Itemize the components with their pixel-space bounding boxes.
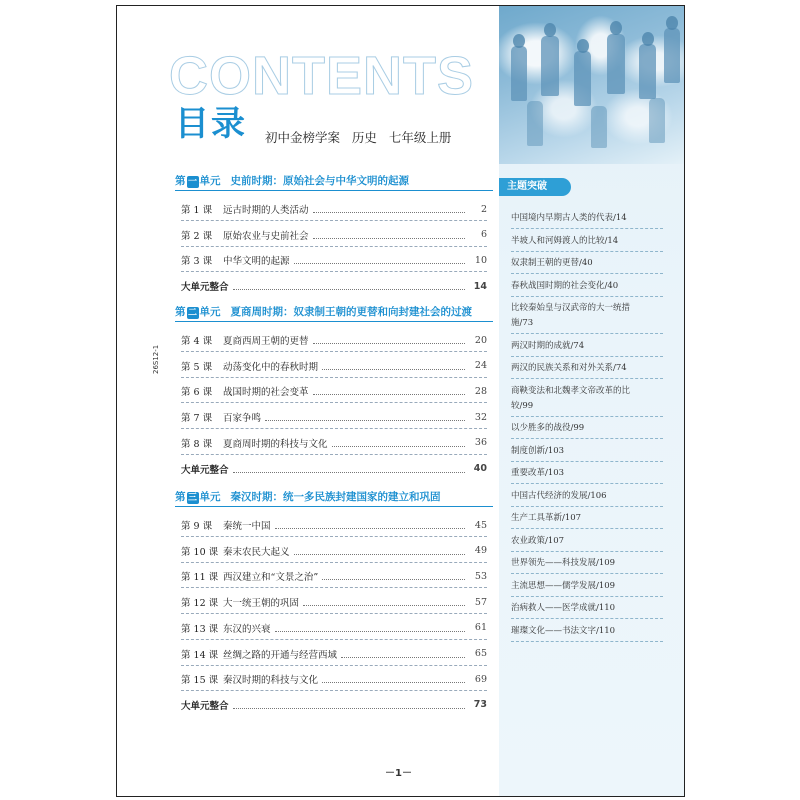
lesson-divider [181, 536, 487, 537]
lesson-entry[interactable] [181, 595, 487, 609]
lesson-divider [181, 562, 487, 563]
lesson-entry[interactable] [181, 359, 487, 373]
topic-divider [511, 551, 663, 552]
lesson-number: 第 8 课 [181, 438, 213, 450]
leader-dots [265, 413, 465, 421]
topic-item[interactable]: 主流思想——儒学发展/109 [511, 580, 616, 591]
topic-item[interactable]: 中国境内早期古人类的代表/14 [511, 213, 627, 223]
lesson-number: 第 4 课 [181, 336, 213, 347]
review-title: 大单元整合 [181, 464, 229, 476]
page-ref: 20 [474, 334, 487, 346]
lesson-title: 百家争鸣 [223, 413, 262, 425]
lesson-number: 第 12 课 [181, 598, 219, 610]
unit-review-entry[interactable] [181, 698, 487, 712]
topic-item[interactable]: 两汉时期的成就/74 [511, 340, 585, 351]
page-ref: 28 [474, 385, 487, 397]
leader-dots [275, 624, 465, 632]
lesson-number: 第 6 课 [181, 387, 213, 399]
topic-item[interactable]: 治病救人——医学成就/110 [511, 603, 616, 613]
lesson-entry[interactable] [181, 647, 487, 661]
lesson-title: 动荡变化中的春秋时期 [223, 361, 319, 373]
topic-divider [511, 641, 663, 642]
page-ref: 69 [474, 673, 487, 685]
lesson-divider [181, 246, 487, 247]
unit-label-pre: 第 [175, 491, 186, 503]
leader-dots [294, 256, 465, 264]
unit-heading[interactable] [175, 304, 472, 319]
lesson-entry[interactable] [181, 569, 487, 583]
page-ref: 32 [474, 411, 487, 423]
topic-divider [511, 438, 663, 439]
leader-dots [332, 439, 465, 447]
lesson-title: 丝绸之路的开通与经营西域 [223, 649, 338, 661]
unit-number-badge: 三 [187, 493, 197, 503]
review-title: 大单元整合 [181, 700, 229, 712]
book-code: 26S12-1 [152, 344, 160, 374]
unit-label-pre: 第 [175, 306, 186, 318]
page-ref: 53 [474, 570, 487, 582]
topic-item[interactable]: 中国古代经济的发展/106 [511, 490, 607, 501]
lesson-title: 东汉的兴衰 [223, 623, 271, 635]
lesson-divider [181, 220, 487, 221]
topic-item[interactable]: 奴隶制王朝的更替/40 [511, 258, 593, 268]
contents-watermark: CONTENTS [169, 46, 474, 106]
lesson-divider [181, 454, 487, 455]
topic-divider [511, 416, 663, 417]
topic-divider [511, 528, 663, 529]
lesson-number: 第 11 课 [181, 572, 219, 584]
unit-title: 秦汉时期：统一多民族封建国家的建立和巩固 [230, 491, 441, 503]
review-title: 大单元整合 [181, 282, 229, 294]
unit-number-badge: 一 [187, 177, 197, 187]
lesson-title: 夏商西周王朝的更替 [223, 336, 309, 347]
lesson-divider [181, 428, 487, 429]
topic-divider [511, 273, 663, 274]
lesson-number: 第 5 课 [181, 361, 213, 373]
leader-dots [313, 336, 465, 344]
leader-dots [233, 282, 465, 290]
leader-dots [294, 547, 465, 555]
lesson-title: 远古时期的人类活动 [223, 205, 309, 216]
unit-divider [175, 506, 493, 507]
topic-divider [511, 251, 663, 252]
unit-label-post: 单元 [199, 491, 221, 503]
lesson-entry[interactable] [181, 384, 487, 398]
lesson-number: 第 13 课 [181, 623, 219, 635]
lesson-divider [181, 690, 487, 691]
lesson-divider [181, 639, 487, 640]
page-ref: 65 [474, 648, 487, 659]
leader-dots [322, 675, 465, 683]
terracotta-warriors-image [499, 6, 684, 164]
topic-divider [511, 296, 663, 297]
topic-divider [511, 506, 663, 507]
lesson-divider [181, 271, 487, 272]
lesson-entry[interactable] [181, 672, 487, 686]
lesson-number: 第 7 课 [181, 413, 213, 425]
topic-divider [511, 378, 663, 379]
topic-divider [511, 333, 663, 334]
lesson-entry[interactable] [181, 228, 487, 242]
unit-review-entry[interactable] [181, 462, 487, 476]
topic-divider [511, 228, 663, 229]
topic-item[interactable]: 璀璨文化——书法文字/110 [511, 625, 616, 636]
page-number: －1－ [385, 768, 412, 779]
page-ref: 36 [474, 437, 487, 449]
topic-item[interactable]: 制度创新/103 [511, 445, 565, 456]
lesson-number: 第 9 课 [181, 521, 213, 532]
page-ref: 10 [474, 254, 487, 266]
page-title: 目录 [175, 104, 247, 144]
topic-item[interactable]: 比较秦始皇与汉武帝的大一统措施/73 [511, 303, 631, 328]
topic-divider [511, 483, 663, 484]
lesson-number: 第 10 课 [181, 546, 219, 558]
lesson-title: 战国时期的社会变革 [223, 387, 309, 399]
topic-item[interactable]: 世界领先——科技发展/109 [511, 558, 616, 568]
page-ref: 2 [480, 203, 487, 215]
lesson-number: 第 1 课 [181, 205, 213, 216]
lesson-divider [181, 402, 487, 403]
unit-divider [175, 190, 493, 191]
page-subtitle: 初中金榜学案 历史 七年级上册 [265, 130, 452, 145]
leader-dots [233, 465, 465, 473]
lesson-divider [181, 613, 487, 614]
topic-item[interactable]: 重要改革/103 [511, 468, 565, 478]
leader-dots [313, 387, 465, 395]
theme-tab[interactable]: 主题突破 [499, 178, 571, 196]
lesson-divider [181, 351, 487, 352]
leader-dots [313, 205, 465, 213]
page-ref: 57 [474, 596, 487, 608]
leader-dots [322, 362, 465, 370]
lesson-entry[interactable] [181, 202, 487, 216]
lesson-title: 秦末农民大起义 [223, 546, 290, 558]
unit-title: 史前时期：原始社会与中华文明的起源 [230, 175, 409, 187]
leader-dots [275, 521, 465, 529]
topic-item[interactable]: 商鞅变法和北魏孝文帝改革的比较/99 [511, 385, 631, 411]
lesson-divider [181, 377, 487, 378]
unit-label-post: 单元 [199, 306, 221, 318]
unit-heading[interactable] [175, 489, 441, 504]
lesson-entry[interactable] [181, 621, 487, 635]
topic-divider [511, 596, 663, 597]
lesson-divider [181, 587, 487, 588]
lesson-entry[interactable] [181, 436, 487, 450]
topic-item[interactable]: 生产工具革新/107 [511, 513, 582, 523]
topic-item[interactable]: 半坡人和河姆渡人的比较/14 [511, 235, 619, 246]
leader-dots [313, 231, 465, 239]
leader-dots [322, 572, 465, 580]
document-page [116, 5, 685, 797]
page-ref: 73 [473, 699, 487, 711]
topic-divider [511, 573, 663, 574]
topic-item[interactable]: 以少胜多的战役/99 [511, 423, 585, 433]
lesson-entry[interactable] [181, 333, 487, 347]
lesson-entry[interactable] [181, 544, 487, 558]
lesson-number: 第 15 课 [181, 675, 219, 687]
page-ref: 24 [474, 360, 487, 372]
topic-item[interactable]: 农业政策/107 [511, 535, 565, 546]
topic-divider [511, 461, 663, 462]
lesson-title: 夏商周时期的科技与文化 [223, 438, 328, 450]
lesson-entry[interactable] [181, 253, 487, 267]
leader-dots [341, 650, 465, 658]
lesson-title: 中华文明的起源 [223, 256, 290, 268]
lesson-title: 秦汉时期的科技与文化 [223, 675, 319, 687]
page-ref: 14 [473, 280, 487, 292]
page-ref: 45 [474, 519, 487, 531]
leader-dots [303, 598, 465, 606]
unit-divider [175, 321, 493, 322]
page-ref: 6 [480, 229, 487, 241]
page-ref: 61 [474, 622, 487, 634]
topic-divider [511, 356, 663, 357]
unit-number-badge: 二 [187, 308, 197, 318]
topic-item[interactable]: 两汉的民族关系和对外关系/74 [511, 363, 627, 373]
page-ref: 49 [474, 545, 487, 557]
topic-divider [511, 618, 663, 619]
lesson-number: 第 2 课 [181, 230, 213, 242]
topic-item[interactable]: 春秋战国时期的社会变化/40 [511, 280, 619, 291]
unit-label-pre: 第 [175, 175, 186, 187]
lesson-title: 原始农业与史前社会 [223, 230, 309, 242]
unit-heading[interactable] [175, 173, 409, 188]
leader-dots [233, 701, 465, 709]
unit-label-post: 单元 [199, 175, 221, 187]
unit-title: 夏商周时期：奴隶制王朝的更替和向封建社会的过渡 [230, 306, 472, 318]
lesson-entry[interactable] [181, 410, 487, 424]
lesson-title: 西汉建立和“文景之治” [223, 572, 319, 584]
lesson-number: 第 3 课 [181, 256, 213, 268]
lesson-title: 秦统一中国 [223, 521, 271, 532]
unit-review-entry[interactable] [181, 279, 487, 293]
lesson-number: 第 14 课 [181, 649, 219, 661]
page-ref: 40 [473, 463, 487, 474]
lesson-entry[interactable] [181, 518, 487, 532]
lesson-divider [181, 665, 487, 666]
lesson-title: 大一统王朝的巩固 [223, 598, 300, 610]
